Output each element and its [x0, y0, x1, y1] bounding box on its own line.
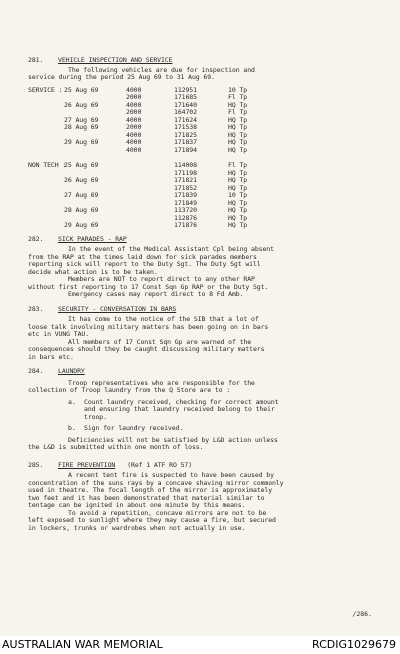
section-281 [28, 57, 378, 230]
document-body [28, 20, 378, 532]
paragraph: left exposed to sunlight where they may cause a fire, but secured [28, 516, 276, 524]
paragraph: A recent tent fire is suspected to have been caused by [68, 471, 274, 479]
paragraph: the L&D is submitted within one month of loss. [28, 443, 204, 451]
schedule-row: 4000 171894 HQ Tp [126, 145, 248, 154]
schedule-row: 26 Aug 69 4000 171640 HQ Tp [64, 100, 248, 109]
schedule-row: SERVICE : 25 Aug 69 4000 112951 10 Tp [28, 85, 248, 94]
paragraph: To avoid a repetition, concave mirrors are not to be [68, 508, 267, 517]
section-title: LAUNDRY [58, 367, 85, 375]
nontech-schedule [28, 162, 378, 230]
paragraph: in bars etc. [28, 352, 74, 361]
paragraph: Troop representatives who are responsible for the [68, 378, 255, 387]
schedule-row: 2000 171685 Fl Tp [126, 93, 248, 101]
subparagraph-b: b. Sign for laundry received. [68, 424, 184, 432]
section-title: SICK PARADES - RAP [58, 234, 127, 243]
section-title: VEHICLE INSPECTION AND SERVICE [58, 56, 173, 64]
section-number: 281. [28, 56, 44, 64]
schedule-row: 26 Aug 69 171821 HQ Tp [64, 176, 248, 184]
service-schedule [28, 87, 378, 155]
paragraph: decide what action is to be taken. [28, 267, 158, 276]
section-number: 283. [28, 304, 44, 313]
paragraph: In the event of the Medical Assistant Cpl being absent [68, 245, 274, 253]
paragraph: in lockers, trunks or wardrobes when not actually in use. [28, 523, 246, 532]
schedule-row: 29 Aug 69 171876 HQ Tp [64, 221, 248, 229]
section-number: 284. [28, 367, 44, 375]
subparagraph-a: a. Count laundry received, checking for correct amount and ensuring that laundry received belong to their troop. [68, 397, 279, 421]
paragraph: Emergency cases may report direct to 8 Fd Amb. [68, 290, 244, 298]
paragraph: concentration of the suns rays by a concave shaving mirror commonly [28, 478, 284, 487]
schedule-label: NON TECH : [28, 161, 67, 169]
schedule-row: 27 Aug 69 4000 171624 HQ Tp [64, 115, 248, 124]
section-number: 282. [28, 234, 44, 243]
archive-footer [0, 636, 400, 654]
paragraph: service during the period 25 Aug 69 to 31 Aug 69. [28, 73, 215, 81]
schedule-row: 29 Aug 69 4000 171837 HQ Tp [64, 138, 248, 146]
paragraph: The following vehicles are due for inspection and [68, 65, 255, 74]
section-285 [28, 462, 378, 533]
paragraph: Members are NOT to report direct to any other RAP [68, 275, 255, 283]
section-282 [28, 236, 378, 299]
schedule-row: 112876 HQ Tp [174, 213, 248, 222]
schedule-row: NON TECH : 25 Aug 69 114008 Fl Tp [28, 161, 248, 169]
section-number: 285. [28, 460, 44, 469]
paragraph: It has come to the notice of the SIB that a lot of [68, 315, 259, 323]
paragraph: All members of 17 Const Sqn Gp are warned of the [68, 337, 252, 346]
schedule-row: 4000 171825 HQ Tp [126, 130, 248, 139]
schedule-row: 171198 HQ Tp [174, 168, 248, 177]
subparagraph-label: a. [68, 397, 76, 406]
schedule-row: 2000 164702 Fl Tp [126, 108, 248, 116]
paragraph: Deficiencies will not be satisfied by L&D action unless [68, 435, 278, 444]
schedule-row: 28 Aug 69 113720 HQ Tp [64, 206, 248, 214]
footer-id: RCDIG1029679 [311, 638, 396, 651]
paragraph: two feet and it has been demonstrated that material similar to [28, 493, 265, 502]
paragraph: reporting sick will report to the Duty Sgt. The Duty Sgt will [28, 260, 261, 268]
paragraph: consequences should they be caught discussing military matters [28, 345, 265, 353]
subparagraph-label: b. [68, 424, 76, 432]
footer-source: AUSTRALIAN WAR MEMORIAL [2, 638, 163, 651]
section-reference: (Ref 1 ATF RO 57) [127, 460, 193, 469]
schedule-row: 171849 HQ Tp [174, 198, 248, 207]
paragraph: loose talk involving military matters has been going on in bars [28, 322, 269, 331]
schedule-label: SERVICE : [28, 85, 63, 94]
section-284 [28, 368, 378, 452]
section-title: SECURITY - CONVERSATION IN BARS [58, 304, 177, 313]
paragraph: tentage can be ignited in about one minute by this means. [28, 501, 246, 509]
section-283 [28, 306, 378, 362]
paragraph: collection of Troop laundry from the Q Store are to : [28, 386, 231, 394]
continuation-marker: /286. [352, 610, 372, 618]
schedule-row: 28 Aug 69 2000 171538 HQ Tp [64, 123, 248, 131]
paragraph: from the RAP at the times laid down for sick parades members [28, 252, 257, 261]
paragraph: without first reporting to 17 Const Sqn Gp RAP or the Duty Sgt. [28, 282, 269, 291]
paragraph: etc in VUNG TAU. [28, 330, 90, 338]
schedule-row: 171852 HQ Tp [174, 183, 248, 192]
paragraph: used in theatre. The focal length of the mirror is approximately [28, 486, 273, 494]
schedule-row: 27 Aug 69 171839 10 Tp [64, 191, 248, 199]
section-title: FIRE PREVENTION [58, 460, 116, 469]
